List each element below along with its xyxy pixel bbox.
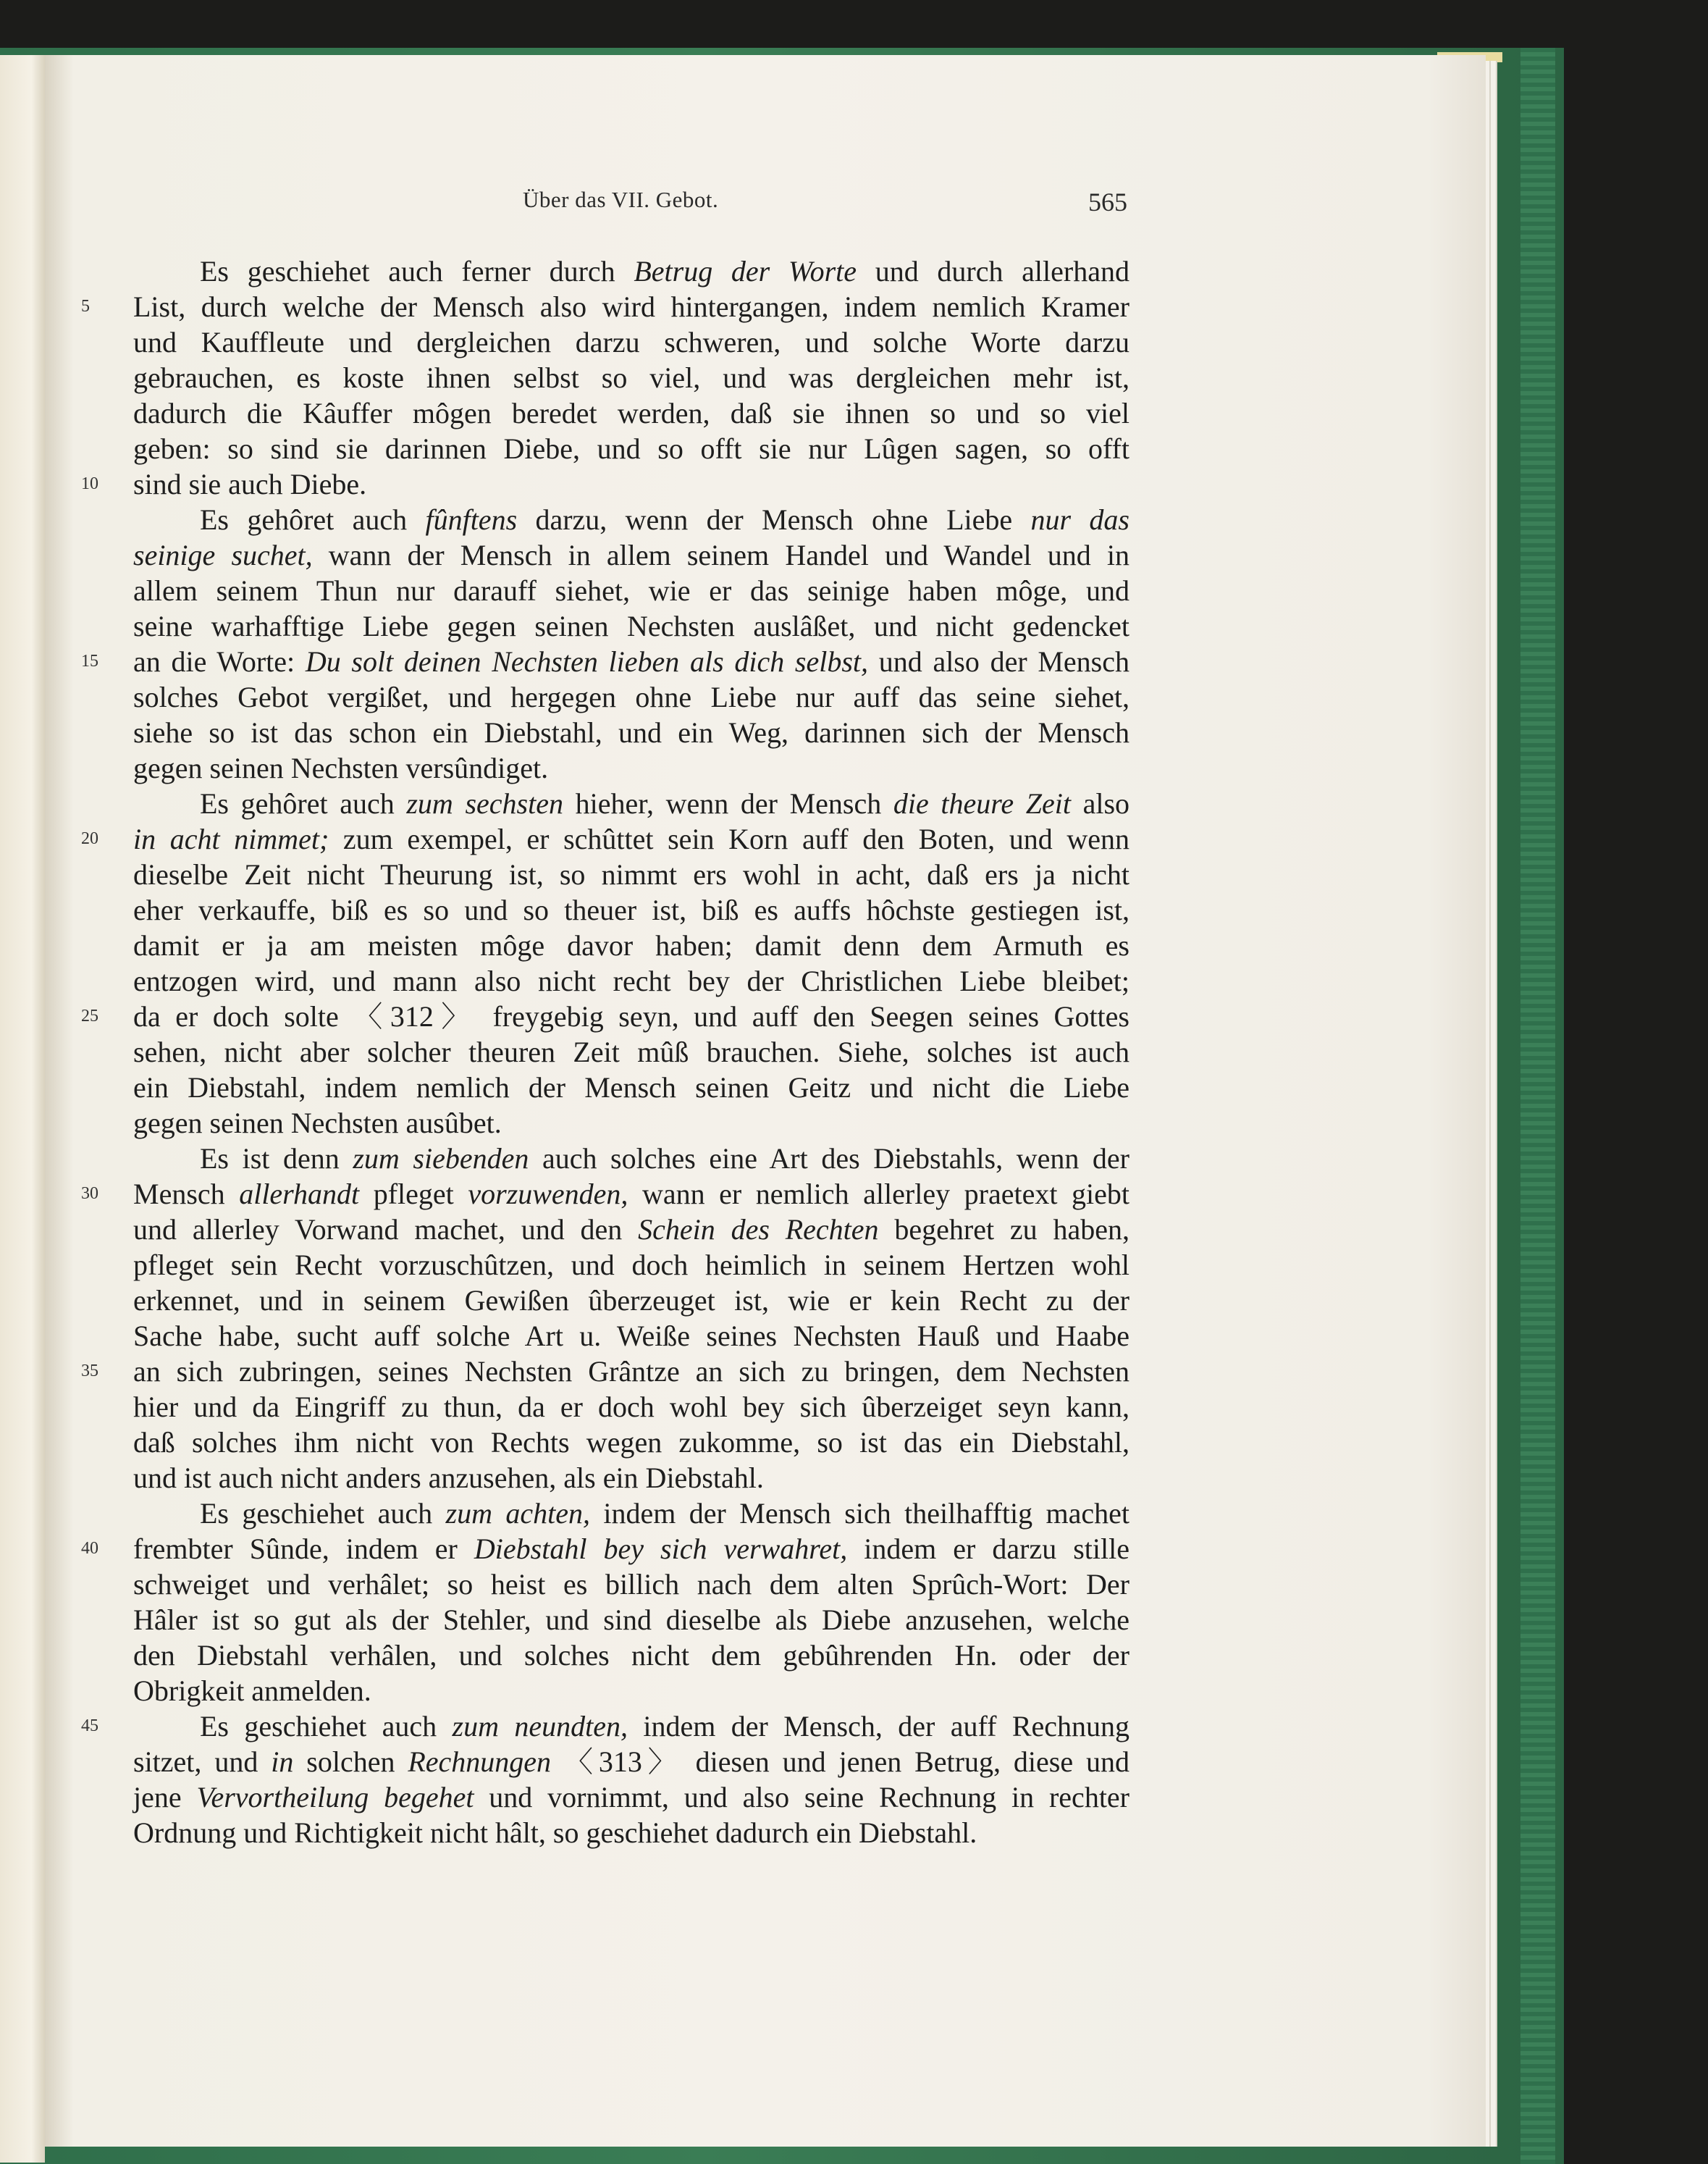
text-segment: 〈313〉 diesen und jenen Betrug, diese und bbox=[551, 1745, 1129, 1778]
text-line bbox=[133, 1779, 1129, 1815]
text-segment: Hâler ist so gut als der Stehler, und sind dieselbe als Diebe anzusehen, welche bbox=[133, 1603, 1129, 1636]
text-line bbox=[133, 1141, 1129, 1176]
text-line bbox=[133, 1460, 1129, 1496]
text-line bbox=[133, 1602, 1129, 1637]
italic-text: die theure Zeit bbox=[893, 787, 1071, 820]
text-segment: Es gehôret auch bbox=[200, 787, 407, 820]
text-segment: und allerley Vorwand machet, und den bbox=[133, 1213, 639, 1246]
book-cover-edge bbox=[1520, 48, 1555, 2164]
text-segment: und vornimmt, und also seine Rechnung in rechter bbox=[474, 1781, 1130, 1813]
text-line bbox=[133, 1815, 1129, 1850]
text-line bbox=[133, 253, 1129, 289]
text-segment: geben: so sind sie darinnen Diebe, und so offt sie nur Lûgen sagen, so offt bbox=[133, 432, 1129, 465]
text-segment: jene bbox=[133, 1781, 197, 1813]
text-segment: an die Worte: bbox=[133, 645, 306, 678]
italic-text: Vervortheilung begehet bbox=[196, 1781, 474, 1813]
italic-text: seinige suchet, bbox=[133, 539, 313, 571]
text-line bbox=[133, 1283, 1129, 1318]
italic-text: Schein des Rechten bbox=[638, 1213, 879, 1246]
text-segment: daß solches ihm nicht von Rechts wegen zukomme, so ist das ein Diebstahl, bbox=[133, 1426, 1129, 1459]
text-segment: wann der Mensch in allem seinem Handel und Wandel und in bbox=[312, 539, 1129, 571]
text-line bbox=[81, 1354, 1129, 1389]
italic-text: nur das bbox=[1030, 503, 1129, 536]
text-segment: Es geschiehet auch bbox=[200, 1497, 446, 1530]
running-head bbox=[0, 187, 1708, 216]
text-segment: sehen, nicht aber solcher theuren Zeit mûß brauchen. Siehe, solches ist auch bbox=[133, 1036, 1129, 1068]
body-text bbox=[81, 253, 1130, 1850]
text-line bbox=[133, 1318, 1129, 1354]
text-segment: dieselbe Zeit nicht Theurung ist, so nimmt ers wohl in acht, daß ers ja nicht bbox=[133, 858, 1129, 891]
text-line bbox=[133, 786, 1129, 821]
text-segment: gebrauchen, es koste ihnen selbst so viel, und was dergleichen mehr ist, bbox=[133, 361, 1129, 394]
line-number: 5 bbox=[81, 297, 90, 316]
text-line bbox=[133, 431, 1129, 466]
text-line bbox=[133, 360, 1129, 395]
text-segment: ein Diebstahl, indem nemlich der Mensch seinen Geitz und nicht die Liebe bbox=[133, 1071, 1129, 1104]
italic-text: allerhandt bbox=[239, 1178, 360, 1210]
text-line bbox=[133, 1247, 1129, 1283]
text-segment: also bbox=[1070, 787, 1130, 820]
text-line bbox=[133, 324, 1129, 360]
text-line bbox=[81, 289, 1129, 324]
text-line bbox=[133, 963, 1129, 999]
text-line bbox=[133, 679, 1129, 715]
italic-text: in bbox=[271, 1745, 294, 1778]
italic-text: Betrug der Worte bbox=[634, 255, 857, 288]
text-segment: eher verkauffe, biß es so und so theuer ist, biß es auffs hôchste gestiegen ist, bbox=[133, 894, 1129, 926]
text-segment: Mensch bbox=[133, 1178, 240, 1210]
text-segment: den Diebstahl verhâlen, und solches nicht dem gebûhrenden Hn. oder der bbox=[133, 1639, 1129, 1672]
italic-text: zum neundten, bbox=[452, 1710, 628, 1742]
text-segment: dadurch die Kâuffer môgen beredet werden, daß sie ihnen so und so viel bbox=[133, 397, 1129, 429]
text-segment: indem er darzu stille bbox=[847, 1532, 1130, 1565]
text-segment: und also der Mensch bbox=[868, 645, 1129, 678]
italic-text: zum siebenden bbox=[353, 1142, 529, 1175]
text-segment: entzogen wird, und mann also nicht recht bey der Christlichen Liebe bleibet; bbox=[133, 965, 1129, 997]
text-segment: gegen seinen Nechsten ausûbet. bbox=[133, 1107, 502, 1139]
text-segment: indem der Mensch, der auff Rechnung bbox=[628, 1710, 1130, 1742]
text-segment: indem der Mensch sich theilhafftig machet bbox=[590, 1497, 1129, 1530]
text-segment: auch solches eine Art des Diebstahls, wenn der bbox=[529, 1142, 1130, 1175]
text-line bbox=[81, 466, 1129, 502]
text-line bbox=[133, 1034, 1129, 1070]
text-segment: pfleget bbox=[359, 1178, 468, 1210]
text-segment: hier und da Eingriff zu thun, da er doch wohl bey sich ûberzeiget seyn kann, bbox=[133, 1391, 1129, 1423]
text-line bbox=[81, 821, 1129, 857]
text-segment: Es ist denn bbox=[200, 1142, 353, 1175]
text-line bbox=[81, 644, 1129, 679]
text-line bbox=[133, 573, 1129, 608]
text-line bbox=[81, 1531, 1130, 1567]
text-segment: an sich zubringen, seines Nechsten Grântze an sich zu bringen, dem Nechsten bbox=[133, 1355, 1129, 1388]
line-number: 40 bbox=[81, 1539, 98, 1558]
italic-text: vorzuwenden, bbox=[468, 1178, 628, 1210]
text-segment: solchen bbox=[293, 1745, 408, 1778]
text-line bbox=[81, 1176, 1129, 1212]
text-segment: Sache habe, sucht auff solche Art u. Weiße seines Nechsten Hauß und Haabe bbox=[133, 1320, 1129, 1352]
text-line bbox=[133, 1105, 1129, 1141]
text-line bbox=[133, 1425, 1129, 1460]
text-segment: schweiget und verhâlet; so heist es billich nach dem alten Sprûch-Wort: Der bbox=[133, 1568, 1129, 1601]
text-line bbox=[81, 999, 1129, 1034]
text-line bbox=[133, 502, 1129, 537]
text-line bbox=[133, 715, 1129, 750]
text-segment: hieher, wenn der Mensch bbox=[563, 787, 893, 820]
text-segment: frembter Sûnde, indem er bbox=[133, 1532, 474, 1565]
text-line bbox=[133, 1673, 1129, 1708]
italic-text: Rechnungen bbox=[408, 1745, 552, 1778]
text-segment: da er doch solte 〈312〉 freygebig seyn, und auff den Seegen seines Gottes bbox=[133, 1000, 1129, 1033]
text-segment: solches Gebot vergißet, und hergegen ohne Liebe nur auff das seine siehet, bbox=[133, 681, 1129, 713]
text-segment: erkennet, und in seinem Gewißen ûberzeuget ist, wie er kein Recht zu der bbox=[133, 1284, 1129, 1317]
text-line bbox=[133, 537, 1129, 573]
text-line bbox=[133, 1744, 1129, 1779]
text-segment: zum exempel, er schûttet sein Korn auff den Boten, und wenn bbox=[329, 823, 1129, 855]
italic-text: zum achten, bbox=[445, 1497, 590, 1530]
text-line bbox=[133, 1212, 1129, 1247]
text-segment: Es geschiehet auch ferner durch bbox=[200, 255, 634, 288]
text-line bbox=[133, 1389, 1129, 1425]
text-segment: List, durch welche der Mensch also wird hintergangen, indem nemlich Kramer bbox=[133, 290, 1129, 323]
text-line bbox=[133, 1637, 1129, 1673]
text-segment: sind sie auch Diebe. bbox=[133, 468, 367, 500]
text-segment: und ist auch nicht anders anzusehen, als ein Diebstahl. bbox=[133, 1461, 764, 1494]
line-number: 25 bbox=[81, 1007, 98, 1026]
running-title: Über das VII. Gebot. bbox=[523, 187, 719, 212]
text-segment: siehe so ist das schon ein Diebstahl, und ein Weg, darinnen sich der Mensch bbox=[133, 716, 1129, 749]
text-line bbox=[133, 750, 1129, 786]
italic-text: Diebstahl bey sich verwahret, bbox=[474, 1532, 848, 1565]
text-segment: Es geschiehet auch bbox=[200, 1710, 453, 1742]
text-line bbox=[133, 857, 1129, 892]
italic-text: zum sechsten bbox=[406, 787, 563, 820]
text-line bbox=[133, 928, 1129, 963]
italic-text: in acht nimmet; bbox=[133, 823, 329, 855]
line-number: 30 bbox=[81, 1184, 98, 1203]
text-segment: darzu, wenn der Mensch ohne Liebe bbox=[517, 503, 1031, 536]
italic-text: Du solt deinen Nechsten lieben als dich selbst, bbox=[305, 645, 869, 678]
text-segment: seine warhafftige Liebe gegen seinen Nechsten auslâßet, und nicht gedencket bbox=[133, 610, 1129, 642]
line-number: 10 bbox=[81, 474, 98, 493]
italic-text: fûnftens bbox=[425, 503, 518, 536]
text-line bbox=[133, 608, 1129, 644]
text-segment: und Kauffleute und dergleichen darzu schweren, und solche Worte darzu bbox=[133, 326, 1129, 358]
text-line bbox=[133, 1567, 1129, 1602]
text-segment: Obrigkeit anmelden. bbox=[133, 1674, 371, 1707]
text-line bbox=[133, 892, 1129, 928]
text-segment: gegen seinen Nechsten versûndiget. bbox=[133, 752, 549, 784]
text-segment: wann er nemlich allerley praetext giebt bbox=[628, 1178, 1129, 1210]
line-number: 15 bbox=[81, 652, 98, 671]
text-line bbox=[133, 1496, 1129, 1531]
text-segment: damit er ja am meisten môge davor haben; damit denn dem Armuth es bbox=[133, 929, 1129, 962]
line-number: 20 bbox=[81, 829, 98, 848]
text-line bbox=[81, 1708, 1130, 1744]
page-number: 565 bbox=[1088, 188, 1127, 217]
text-line bbox=[133, 395, 1129, 431]
text-segment: pfleget sein Recht vorzuschûtzen, und doch heimlich in seinem Hertzen wohl bbox=[133, 1249, 1129, 1281]
text-segment: begehret zu haben, bbox=[878, 1213, 1129, 1246]
left-page-edge bbox=[0, 55, 45, 2163]
text-line bbox=[133, 1070, 1129, 1105]
text-segment: allem seinem Thun nur darauff siehet, wie er das seinige haben môge, und bbox=[133, 574, 1129, 607]
text-segment: Ordnung und Richtigkeit nicht hâlt, so geschiehet dadurch ein Diebstahl. bbox=[133, 1816, 977, 1849]
line-number: 45 bbox=[81, 1716, 98, 1735]
text-segment: Es gehôret auch bbox=[200, 503, 426, 536]
line-number: 35 bbox=[81, 1362, 98, 1380]
text-segment: und durch allerhand bbox=[857, 255, 1129, 288]
text-segment: sitzet, und bbox=[133, 1745, 272, 1778]
